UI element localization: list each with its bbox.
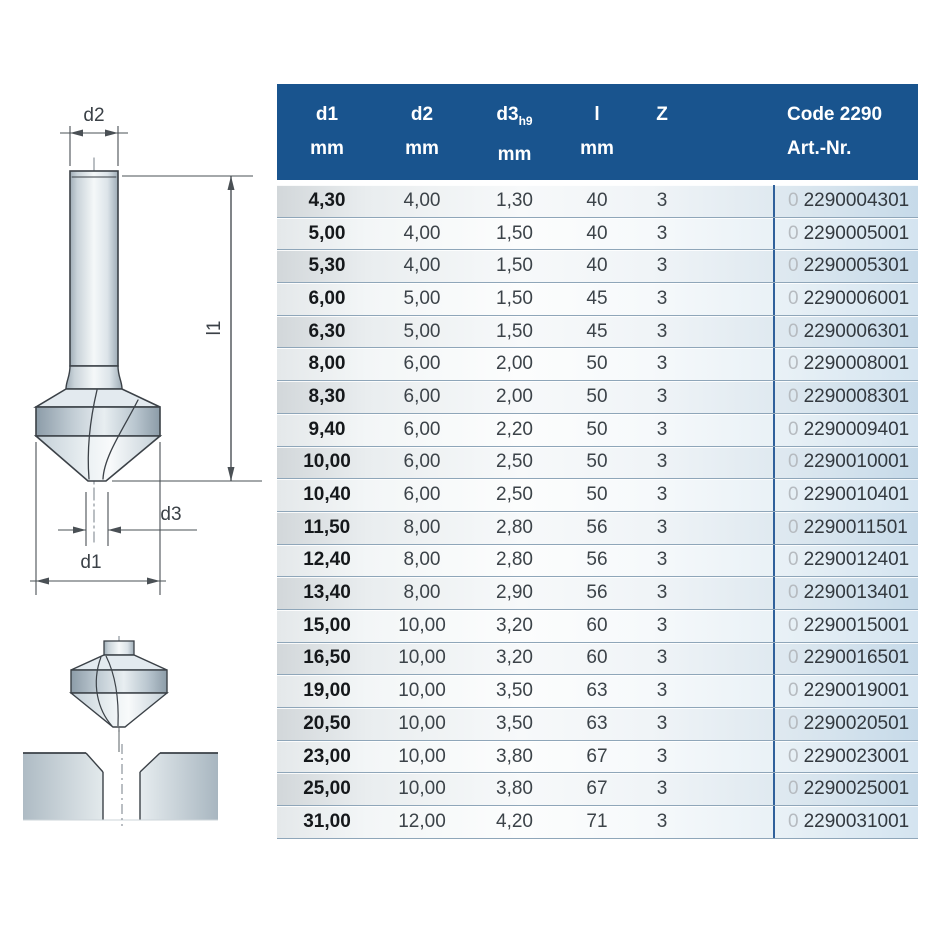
table-row — [277, 741, 918, 774]
table-row — [277, 479, 918, 512]
table-row — [277, 250, 918, 283]
cell-d2: 12,00 — [398, 810, 446, 832]
code-prefix: 0 — [788, 320, 799, 342]
header-spacer — [692, 84, 773, 180]
code-prefix: 0 — [788, 712, 799, 734]
cell-code — [773, 675, 918, 707]
code-prefix: 0 — [788, 451, 799, 473]
cell-l: 50 — [586, 451, 608, 473]
cell-l: 56 — [586, 516, 608, 538]
code-prefix: 0 — [788, 810, 799, 832]
application-view — [23, 636, 218, 826]
cell-d1: 6,00 — [308, 287, 346, 309]
product-table — [277, 84, 918, 839]
cell-d2: 6,00 — [403, 353, 441, 375]
cell-z: 3 — [656, 647, 668, 669]
technical-drawing — [0, 0, 270, 926]
table-row — [277, 675, 918, 708]
cell-code — [773, 610, 918, 642]
header-col-d3: $d3_{h9}$ mm — [496, 104, 533, 165]
cell-d1: 16,50 — [303, 647, 351, 669]
cell-l: 67 — [586, 778, 608, 800]
table-row — [277, 773, 918, 806]
dimension-d2 — [60, 105, 128, 166]
cell-z: 3 — [656, 549, 668, 571]
cell-d2: 6,00 — [403, 484, 441, 506]
cell-d3: 1,50 — [496, 255, 533, 277]
article-number: 2290008001 — [803, 353, 910, 375]
cell-l: 56 — [586, 549, 608, 571]
table-row — [277, 218, 918, 251]
code-prefix: 0 — [788, 418, 799, 440]
cell-z: 3 — [656, 745, 668, 767]
cell-code — [773, 414, 918, 446]
table-row — [277, 806, 918, 839]
cell-d1: 8,00 — [308, 353, 346, 375]
cell-d3: 2,20 — [496, 418, 533, 440]
article-number: 2290005301 — [803, 255, 910, 277]
cell-d2: 8,00 — [403, 549, 441, 571]
cell-d3: 1,50 — [496, 287, 533, 309]
article-number: 2290025001 — [803, 778, 910, 800]
cell-d2: 4,00 — [403, 189, 441, 211]
table-row — [277, 316, 918, 349]
cell-l: 50 — [586, 484, 608, 506]
cell-l: 50 — [586, 353, 608, 375]
cell-d1: 19,00 — [303, 680, 351, 702]
cell-d3: 2,80 — [496, 549, 533, 571]
cell-z: 3 — [656, 451, 668, 473]
cell-z: 3 — [656, 385, 668, 407]
article-number: 2290010001 — [803, 451, 910, 473]
cell-d3: 2,50 — [496, 451, 533, 473]
table-body — [277, 185, 918, 839]
cell-code — [773, 185, 918, 217]
cell-code — [773, 381, 918, 413]
cell-d2: 10,00 — [398, 745, 446, 767]
cell-code — [773, 577, 918, 609]
cell-code — [773, 348, 918, 380]
cell-d2: 10,00 — [398, 680, 446, 702]
cell-z: 3 — [656, 189, 668, 211]
table-row — [277, 643, 918, 676]
article-number: 2290020501 — [803, 712, 910, 734]
table-row — [277, 545, 918, 578]
cell-d3: 1,50 — [496, 222, 533, 244]
cell-d2: 10,00 — [398, 614, 446, 636]
cell-code — [773, 512, 918, 544]
code-prefix: 0 — [788, 385, 799, 407]
code-prefix: 0 — [788, 255, 799, 277]
cell-d1: 11,50 — [303, 516, 351, 538]
table-row — [277, 414, 918, 447]
cell-d3: 4,20 — [496, 810, 533, 832]
code-prefix: 0 — [788, 484, 799, 506]
article-number: 2290004301 — [803, 189, 910, 211]
cell-code — [773, 643, 918, 675]
article-number: 2290006001 — [803, 287, 910, 309]
cell-d1: 15,00 — [303, 614, 351, 636]
cell-code — [773, 479, 918, 511]
head-shoulder — [71, 655, 167, 670]
table-row — [277, 577, 918, 610]
cell-l: 40 — [586, 189, 608, 211]
cell-code — [773, 545, 918, 577]
tool-neck — [66, 366, 122, 389]
cell-l: 63 — [586, 680, 608, 702]
article-number: 2290010401 — [803, 484, 910, 506]
article-number: 2290013401 — [803, 582, 910, 604]
cell-z: 3 — [656, 582, 668, 604]
cell-z: 3 — [656, 778, 668, 800]
cell-d3: 2,50 — [496, 484, 533, 506]
cell-d1: 6,30 — [308, 320, 346, 342]
article-number: 2290011501 — [803, 516, 908, 538]
cell-l: 71 — [586, 810, 608, 832]
code-prefix: 0 — [788, 222, 799, 244]
cell-z: 3 — [656, 287, 668, 309]
cell-z: 3 — [656, 222, 668, 244]
cell-d1: 9,40 — [308, 418, 346, 440]
dim-label-d3: d3 — [160, 504, 182, 525]
header-col-z: Z — [656, 104, 668, 125]
cell-d2: 5,00 — [403, 320, 441, 342]
article-number: 2290009401 — [803, 418, 910, 440]
cell-l: 50 — [586, 418, 608, 440]
cell-z: 3 — [656, 320, 668, 342]
cell-l: 56 — [586, 582, 608, 604]
cell-d3: 2,00 — [496, 385, 533, 407]
cell-z: 3 — [656, 484, 668, 506]
cell-d3: 3,50 — [496, 712, 533, 734]
cell-code — [773, 447, 918, 479]
cell-d3: 3,80 — [496, 778, 533, 800]
dim-label-l1: l1 — [204, 320, 225, 336]
cell-code — [773, 708, 918, 740]
code-prefix: 0 — [788, 778, 799, 800]
code-prefix: 0 — [788, 353, 799, 375]
cell-d2: 6,00 — [403, 418, 441, 440]
tool-shoulder — [36, 389, 160, 407]
table-row — [277, 185, 918, 218]
cell-d2: 6,00 — [403, 385, 441, 407]
dimension-d3 — [58, 492, 197, 546]
article-number: 2290005001 — [803, 222, 910, 244]
article-number: 2290006301 — [803, 320, 910, 342]
article-number: 2290016501 — [803, 647, 910, 669]
article-number: 2290015001 — [803, 614, 910, 636]
cell-d3: 2,90 — [496, 582, 533, 604]
cell-d1: 23,00 — [303, 745, 351, 767]
cell-d1: 10,40 — [303, 484, 351, 506]
cell-l: 45 — [586, 320, 608, 342]
cell-d1: 13,40 — [303, 582, 351, 604]
tool-band — [36, 407, 160, 436]
cell-code — [773, 806, 918, 838]
article-number: 2290019001 — [803, 680, 910, 702]
cell-z: 3 — [656, 418, 668, 440]
article-number: 2290008301 — [803, 385, 910, 407]
cell-d3: 3,50 — [496, 680, 533, 702]
head-band — [71, 670, 167, 693]
code-prefix: 0 — [788, 549, 799, 571]
cell-d3: 3,80 — [496, 745, 533, 767]
tool-shank — [70, 171, 118, 366]
table-row — [277, 283, 918, 316]
cell-code — [773, 773, 918, 805]
dim-label-d2: d2 — [83, 105, 105, 126]
code-prefix: 0 — [788, 614, 799, 636]
cell-z: 3 — [656, 516, 668, 538]
code-prefix: 0 — [788, 287, 799, 309]
cell-l: 40 — [586, 222, 608, 244]
article-number: 2290031001 — [803, 810, 910, 832]
code-prefix: 0 — [788, 189, 799, 211]
article-number: 2290012401 — [803, 549, 910, 571]
cell-code — [773, 250, 918, 282]
cell-d1: 10,00 — [303, 451, 351, 473]
cell-d3: 1,30 — [496, 189, 533, 211]
table-header — [277, 84, 918, 180]
cell-l: 50 — [586, 385, 608, 407]
table-row — [277, 381, 918, 414]
header-col-d2: d2 mm — [405, 104, 439, 159]
cell-d3: 2,00 — [496, 353, 533, 375]
cell-l: 40 — [586, 255, 608, 277]
cell-l: 60 — [586, 614, 608, 636]
table-row — [277, 348, 918, 381]
cell-code — [773, 741, 918, 773]
cell-d1: 20,50 — [303, 712, 351, 734]
cell-z: 3 — [656, 255, 668, 277]
cell-d3: 2,80 — [496, 516, 533, 538]
cell-d2: 4,00 — [403, 222, 441, 244]
cell-l: 67 — [586, 745, 608, 767]
article-number: 2290023001 — [803, 745, 910, 767]
cell-d1: 5,30 — [308, 255, 346, 277]
cell-d2: 8,00 — [403, 516, 441, 538]
cell-z: 3 — [656, 810, 668, 832]
cell-d2: 5,00 — [403, 287, 441, 309]
cell-d2: 8,00 — [403, 582, 441, 604]
cell-z: 3 — [656, 614, 668, 636]
tool-cone — [36, 436, 160, 481]
code-prefix: 0 — [788, 516, 799, 538]
code-prefix: 0 — [788, 647, 799, 669]
main-view — [36, 158, 160, 542]
code-prefix: 0 — [788, 680, 799, 702]
table-row — [277, 610, 918, 643]
head-cone — [71, 693, 167, 727]
cell-d1: 25,00 — [303, 778, 351, 800]
cell-d1: 31,00 — [303, 810, 351, 832]
table-row — [277, 708, 918, 741]
cell-l: 60 — [586, 647, 608, 669]
cell-z: 3 — [656, 680, 668, 702]
cell-z: 3 — [656, 712, 668, 734]
cell-d1: 5,00 — [308, 222, 346, 244]
cell-d3: 3,20 — [496, 614, 533, 636]
cell-l: 45 — [586, 287, 608, 309]
cell-d3: 3,20 — [496, 647, 533, 669]
cell-d2: 10,00 — [398, 712, 446, 734]
cell-d3: 1,50 — [496, 320, 533, 342]
cell-d1: 12,40 — [303, 549, 351, 571]
cell-d2: 6,00 — [403, 451, 441, 473]
cell-d1: 4,30 — [308, 189, 346, 211]
cell-d2: 10,00 — [398, 647, 446, 669]
cell-z: 3 — [656, 353, 668, 375]
table-row — [277, 512, 918, 545]
dim-label-d1: d1 — [80, 552, 102, 573]
cell-code — [773, 218, 918, 250]
header-col-d1: d1 mm — [310, 104, 344, 159]
cell-d2: 4,00 — [403, 255, 441, 277]
cell-code — [773, 316, 918, 348]
cell-d1: 8,30 — [308, 385, 346, 407]
header-col-code: Code 2290 Art.-Nr. — [787, 104, 883, 159]
code-prefix: 0 — [788, 745, 799, 767]
cell-l: 63 — [586, 712, 608, 734]
code-prefix: 0 — [788, 582, 799, 604]
cell-code — [773, 283, 918, 315]
cell-d2: 10,00 — [398, 778, 446, 800]
header-col-l: l mm — [580, 104, 614, 159]
table-row — [277, 447, 918, 480]
